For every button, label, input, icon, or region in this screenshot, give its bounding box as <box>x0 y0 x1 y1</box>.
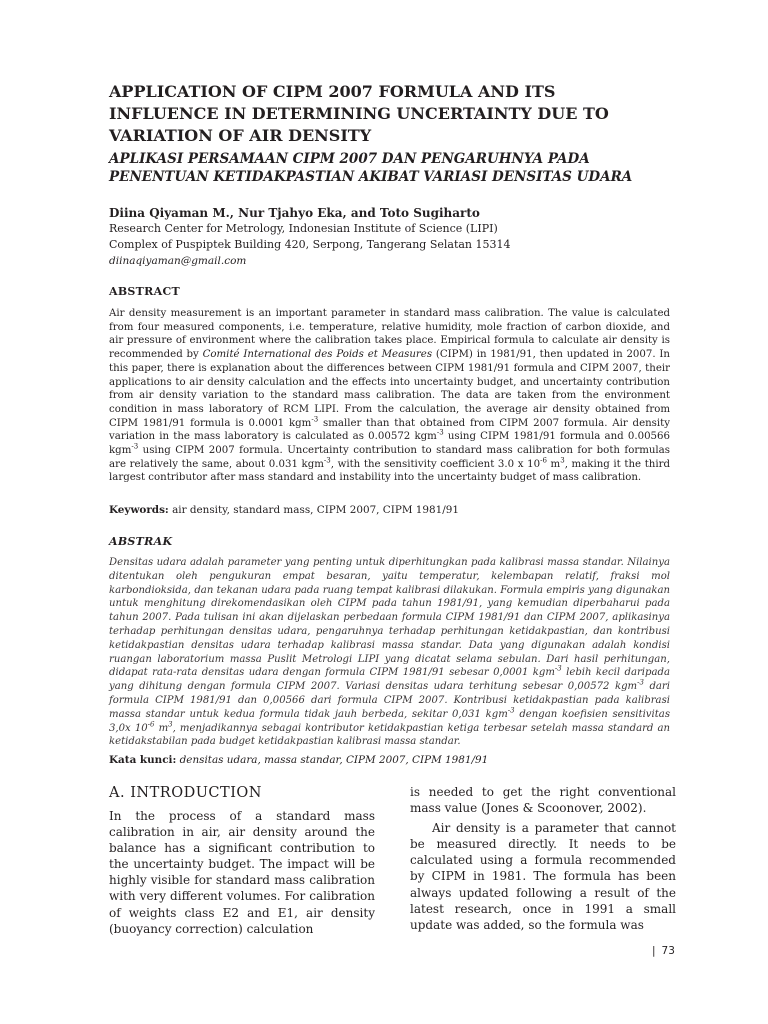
abstract-superscript: -3 <box>311 415 319 424</box>
author-block <box>109 205 669 269</box>
author-email: diinaqiyaman@gmail.com <box>109 255 247 267</box>
abstract-superscript: 3 <box>560 456 565 465</box>
kata-kunci-line <box>109 753 670 767</box>
introduction-left-column <box>109 808 375 937</box>
abstract-superscript: -3 <box>436 428 444 437</box>
abstract-superscript: -3 <box>131 442 139 451</box>
abstrak-superscript: 3 <box>168 720 173 729</box>
abstrak-superscript: -3 <box>554 665 562 674</box>
abstrak-heading: ABSTRAK <box>109 535 173 548</box>
keywords-label: Keywords: <box>109 504 169 516</box>
page-number <box>652 945 675 957</box>
abstract-segment: m <box>546 458 561 470</box>
abstract-superscript: -3 <box>323 456 331 465</box>
abstract-segment: , making it the third largest contributor after mass standard and instability into the uncertainty budget of mass calibration. <box>109 458 671 484</box>
introduction-paragraph: In the process of a standard mass calibration in air, air density around the balance has a significant contribution to the uncertainty budget. The impact will be highly visible for standard mass calibration with very different volumes. For calibration of weights class E2 and E1, air density (buoyancy correction) calculation <box>109 809 375 936</box>
abstract-superscript: -6 <box>540 456 547 465</box>
page-number-separator: | <box>652 945 656 957</box>
introduction-right-column <box>410 784 676 933</box>
abstrak-segment: m <box>154 722 169 734</box>
abstract-segment: , with the sensitivity coefficient 3.0 x 10 <box>330 458 541 470</box>
kata-kunci-text: densitas udara, massa standar, CIPM 2007, CIPM 1981/91 <box>176 754 489 766</box>
abstrak-superscript: -3 <box>637 678 644 687</box>
abstract-segment: using CIPM 1981/91 formula and 0.00566 kgm <box>109 431 670 457</box>
keywords-line <box>109 503 670 517</box>
abstrak-segment: dengan koefisien sensitivitas 3,0x 10 <box>109 708 670 734</box>
abstrak-superscript: -3 <box>507 706 515 715</box>
abstrak-superscript: -6 <box>147 720 155 729</box>
abstrak-segment: lebih kecil daripada yang dihitung dengan formula CIPM 2007. Variasi densitas udara terhitung sebesar 0,00572 kgm <box>109 667 670 693</box>
abstrak-segment: dari formula CIPM 1981/91 dan 0,00566 dari formula CIPM 2007. Kontribusi ketidakpastian pada kalibrasi massa standar untuk kedua formula tidak jauh berbeda, sekitar 0,031 kgm <box>109 681 670 720</box>
abstract-segment: using CIPM 2007 formula. Uncertainty contribution to standard mass calibration for both formulas are relatively the same, about 0.031 kgm <box>109 445 670 470</box>
paper-title: APPLICATION OF CIPM 2007 FORMULA AND ITS INFLUENCE IN DETERMINING UNCERTAINTY DUE TO VARIATION OF AIR DENSITY <box>109 82 609 145</box>
abstrak-segment: , menjadikannya sebagai kontributor ketidakpastian ketiga terbesar setelah massa standard an ketidakstabilan pada budget ketidakpastian kalibrasi massa standar. <box>109 722 670 748</box>
author-names: Diina Qiyaman M., Nur Tjahyo Eka, and Toto Sugiharto <box>109 206 480 220</box>
page-number-value: 73 <box>661 945 675 957</box>
introduction-heading: A. INTRODUCTION <box>109 785 262 801</box>
abstract-heading: ABSTRACT <box>109 285 180 298</box>
abstract-text <box>109 307 670 485</box>
introduction-paragraph: is needed to get the right conventional mass value (Jones & Scoonover, 2002). <box>410 785 676 816</box>
paper-subtitle: APLIKASI PERSAMAAN CIPM 2007 DAN PENGARUHNYA PADA PENENTUAN KETIDAKPASTIAN AKIBAT VARIASI DENSITAS UDARA <box>109 151 633 185</box>
abstract-segment: smaller than that obtained from CIPM 2007 formula. Air density variation in the mass laboratory is calculated as 0.00572 kgm <box>109 417 671 443</box>
abstrak-segment: Densitas udara adalah parameter yang penting untuk diperhitungkan pada kalibrasi massa standar. Nilainya ditentukan oleh pengukuran empat besaran, yaitu temperatur, kelembapan relatif, fraksi mol karbondioksida, dan tekanan udara pada ruang tempat kalibrasi dilakukan. Formula empiris yang digunakan untuk menghitung direkomendasikan oleh CIPM pada tahun 1981/91, yang kemudian diperbaharui pada tahun 2007. Pada tulisan ini akan dijelaskan perbedaan formula CIPM 1981/91 dan CIPM 2007, aplikasinya terhadap perhitungan densitas udara, pengaruhnya terhadap perhitungan ketidakpastian, dan kontribusi ketidakpastian densitas udara terhadap kalibrasi massa standar. Data yang digunakan adalah kondisi ruangan laboratorium massa Puslit Metrologi LIPI yang dicatat selama sebulan. Dari hasil perhitungan, didapat rata-rata densitas udara dengan formula CIPM 1981/91 sebesar 0,0001 kgm <box>109 557 670 679</box>
author-address: Complex of Puspiptek Building 420, Serpong, Tangerang Selatan 15314 <box>109 238 511 251</box>
abstrak-text <box>109 556 670 749</box>
abstract-segment: (CIPM) in 1981/91, then updated in 2007. In this paper, there is explanation about the differences between CIPM 1981/91 formula and CIPM 2007, their applications to air density calculation and the effects into uncertainty budget, and uncertainty contribution from air density variation to the standard mass calibration. The data are taken from the environment condition in mass laboratory of RCM LIPI. From the calculation, the average air density obtained from CIPM 1981/91 formula is 0.0001 kgm <box>109 349 670 429</box>
kata-kunci-label: Kata kunci: <box>109 754 177 766</box>
abstract-segment: Air density measurement is an important parameter in standard mass calibration. The value is calculated from four measured components, i.e. temperature, relative humidity, mole fraction of carbon dioxide, and air pressure of environment where the calibration takes place. Empirical formula to calculate air density is recommended by <box>109 308 670 361</box>
abstract-italic-segment: Comité International des Poids et Measures <box>202 349 433 361</box>
keywords-text: air density, standard mass, CIPM 2007, CIPM 1981/91 <box>168 504 459 516</box>
introduction-paragraph: Air density is a parameter that cannot be measured directly. It needs to be calculated using a formula recommended by CIPM in 1981. The formula has been always updated following a result of the latest research, once in 1991 a small update was added, so the formula was <box>410 821 676 932</box>
author-affiliation: Research Center for Metrology, Indonesian Institute of Science (LIPI) <box>109 222 498 235</box>
